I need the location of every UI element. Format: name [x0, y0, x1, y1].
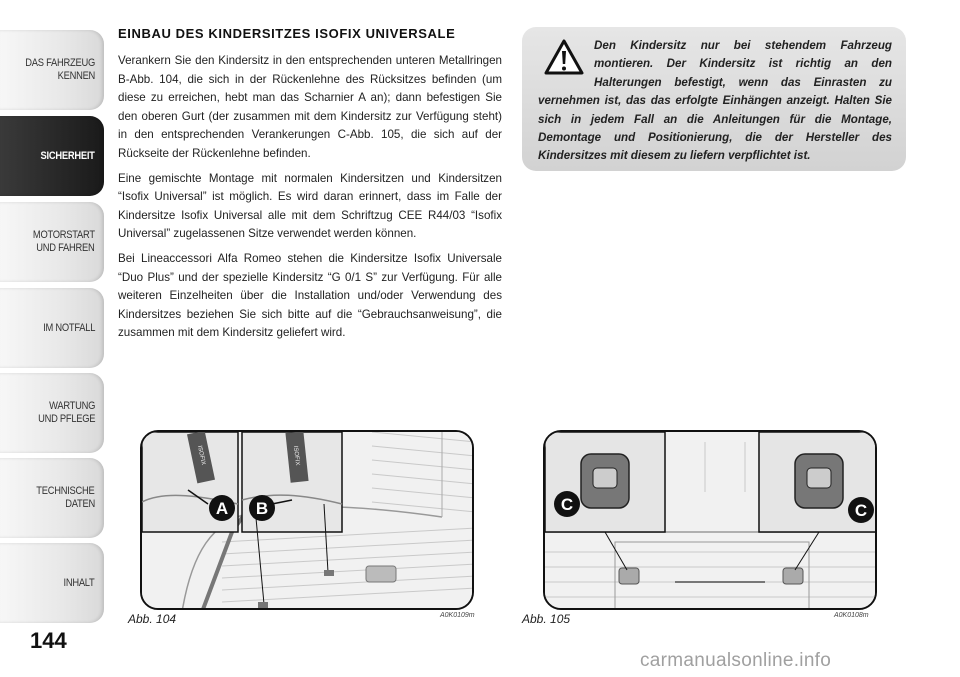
tab-label: IM NOTFALL [42, 321, 95, 334]
warning-box [522, 27, 906, 171]
figure-caption: Abb. 105 [522, 612, 571, 626]
paragraph: Eine gemischte Montage mit normalen Kindersitzen und Kindersitzen “Isofix Universal” ist möglich. Es wird daran erinnert, dass im Falle der Kindersitze Isofix Universal alle mit dem Schriftzug CEE R44/03 “Isofix Universal” zugelassenen Sitze verwendet werden können. [118, 171, 502, 241]
tab-label: MOTORSTART [33, 229, 95, 241]
tab-im-notfall[interactable] [0, 288, 104, 368]
figure-104 [140, 430, 474, 610]
tab-label: SICHERHEIT [40, 149, 95, 162]
tab-label: TECHNISCHE [36, 485, 95, 497]
tab-label: KENNEN [57, 70, 95, 82]
figure-code: A0K0108m [834, 612, 869, 619]
tab-label: UND FAHREN [36, 242, 95, 254]
tab-label: DAS FAHRZEUG [25, 57, 95, 69]
tab-label: UND PFLEGE [37, 413, 95, 425]
label-b: B [255, 499, 269, 518]
figure-105 [543, 430, 877, 610]
label-a: A [215, 499, 229, 518]
tab-technische-daten[interactable] [0, 458, 104, 538]
label-c-left: C [560, 495, 574, 514]
figure-caption: Abb. 104 [128, 612, 177, 626]
isofix-tag-text: ISOFIX [196, 445, 207, 466]
tab-sicherheit[interactable] [0, 116, 104, 196]
isofix-tag-text: ISOFIX [292, 445, 301, 466]
section-heading: EINBAU DES KINDERSITZES ISOFIX UNIVERSALE [118, 26, 456, 41]
watermark: carmanualsonline.info [640, 650, 832, 671]
paragraph: Bei Lineaccessori Alfa Romeo stehen die Kindersitze Isofix Universale “Duo Plus” und der spezielle Kindersitz “G 0/1 S” zur Verfügung. Für alle weiteren Einzelheiten über die Installation und/oder Verwendung des Kindersitzes beziehen Sie sich bitte auf die “Gebrauchsanweisung”, die zusammen mit dem Kindersitz geliefert wird. [118, 251, 502, 340]
figure-code: A0K0109m [440, 612, 475, 619]
body-text [118, 52, 502, 349]
tab-label: DATEN [65, 498, 95, 510]
paragraph: Verankern Sie den Kindersitz in den entsprechenden unteren Metallringen B-Abb. 104, die sich in der Rückenlehne des Rücksitzes befinden (um diese zu erreichen, hebt man das Scharnier A an); dann befestigen Sie den oberen Gurt (der zusammen mit dem Kindersitz zur Verfügung steht) in den entsprechenden Verankerungen C-Abb. 105, die sich auf der Rückseite der Rückenlehne befinden. [118, 54, 502, 160]
tab-label: INHALT [63, 576, 95, 589]
warning-triangle-icon [544, 39, 584, 75]
page-number: 144 [30, 628, 67, 653]
tab-motorstart-und-fahren[interactable] [0, 202, 104, 282]
tab-inhalt[interactable] [0, 543, 104, 623]
tab-label: WARTUNG [48, 400, 95, 412]
warning-text: Den Kindersitz nur bei stehendem Fahrzeug montieren. Der Kindersitz ist richtig an den Halterungen befestigt, wenn das Einrasten zu vernehmen ist, das das erfolgte Einhängen anzeigt. Halten Sie sich in jedem Fall an die Anleitungen für die Montage, Demontage und Positionierung, die der Hersteller des Kindersitzes mit diesem zu liefern verpflichtet ist. [538, 39, 892, 163]
tether-anchor-illustration [545, 432, 877, 610]
label-c-right: C [854, 501, 868, 520]
tab-wartung-und-pflege[interactable] [0, 373, 104, 453]
isofix-anchor-illustration [142, 432, 474, 610]
tab-das-fahrzeug-kennen[interactable] [0, 30, 104, 110]
